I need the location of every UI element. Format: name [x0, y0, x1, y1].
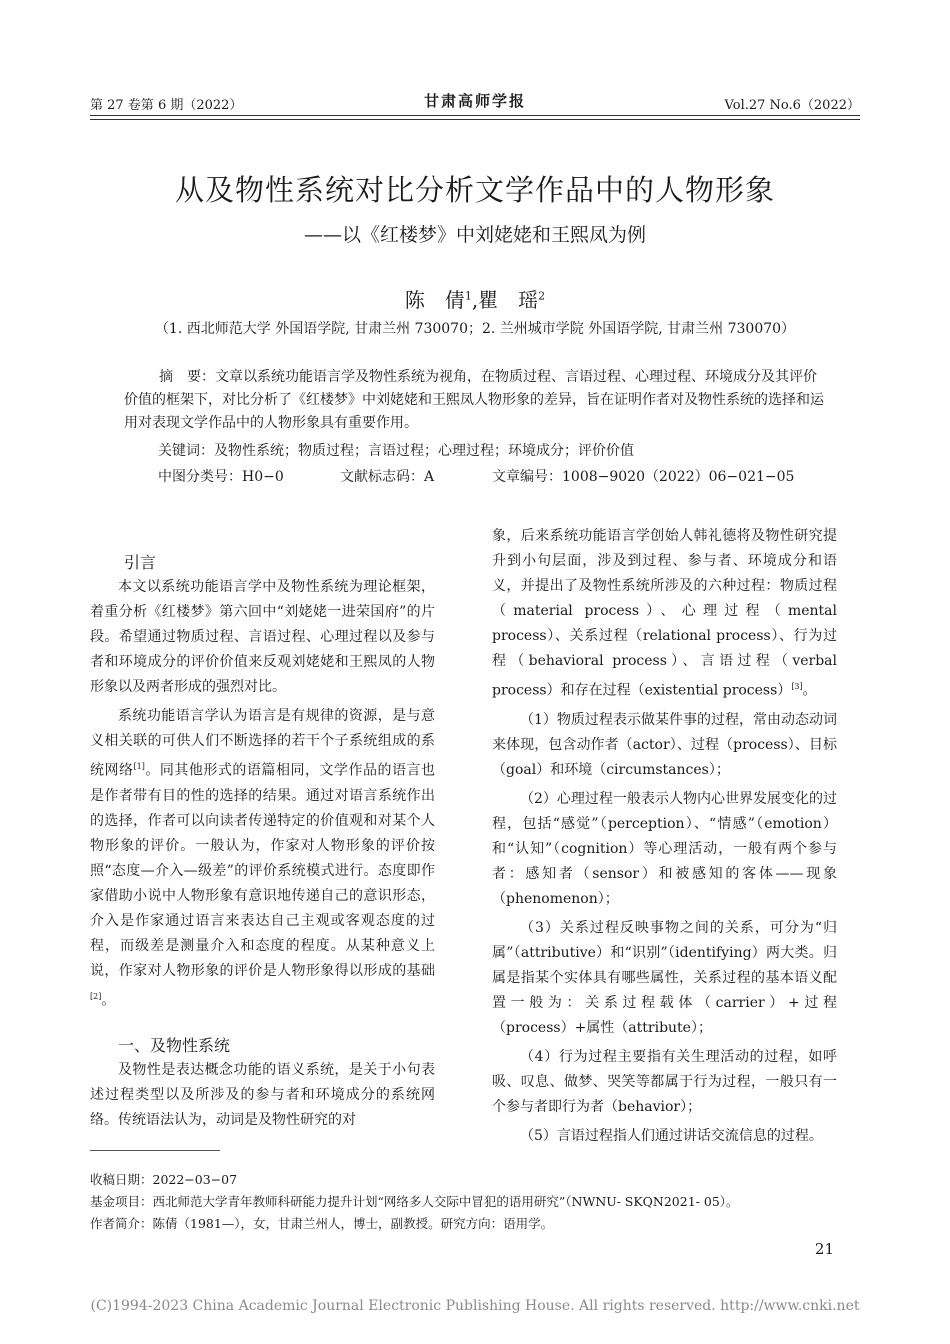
intro-paragraph-2: [90, 704, 435, 1013]
citation-3: [3]: [791, 682, 803, 691]
header-rule-bottom: [90, 119, 860, 120]
process-item-material: （1）物质过程表示做某件事的过程，常由动态动词来体现，包含动作者（actor）、过程（process）、目标（goal）和环境（circumstances）；: [492, 711, 837, 778]
article-number: 文章编号：1008−9020（2022）06−021−05: [492, 469, 795, 485]
header-volume-en: Vol.27 No.6（2022）: [724, 98, 860, 113]
article-title: 从及物性系统对比分析文学作品中的人物形象: [174, 173, 775, 207]
author-2: 瞿 瑶: [478, 288, 539, 312]
intro-heading: 引言: [124, 553, 157, 572]
section-1-heading: 一、及物性系统: [118, 1036, 231, 1056]
article-subtitle: ——以《红楼梦》中刘姥姥和王熙凤为例: [303, 224, 646, 246]
processes-paragraph-part-b: 。: [802, 682, 817, 699]
right-column: [492, 524, 837, 1149]
abstract: [124, 366, 824, 435]
author-1: 陈 倩: [404, 288, 465, 312]
header-journal-name: 甘肃高师学报: [423, 92, 526, 110]
footnote-author-bio: 作者简介：陈倩（1981—），女，甘肃兰州人，博士，副教授。研究方向：语用学。: [90, 1216, 554, 1231]
intro-paragraph-2-part-b: 。同其他形式的语篇相同，文学作品的语言也是作者带有目的性的选择的结果。通过对语言系统作出的选择，作者可以向读者传递特定的价值观和对某个人物形象的评价。一般认为，作家对人物形象的评价按照“态度—介入—级差”的评价系统模式进行。态度即作家借助小说中人物形象有意识地传递自己的意识形态，介入是作家通过语言来表达自己主观或客观态度的过程，而级差是测量介入和态度的程度。从某种意义上说，作家对人物形象的评价是人物形象得以形成的基础: [90, 762, 436, 979]
citation-2: [2]: [90, 991, 102, 1001]
citation-1: [1]: [133, 762, 145, 771]
processes-paragraph-part-a: 象，后来系统功能语言学创始人韩礼德将及物性研究提升到小句层面，涉及到过程、参与者、环境成分和语义，并提出了及物性系统所涉及的六种过程：物质过程（material process）、心理过程（mental process）、关系过程（relational process）、行为过程（behavioral process）、言语过程（verbal process）和存在过程（existential process）: [492, 528, 837, 699]
clc-number: 中图分类号：H0−0: [158, 469, 284, 485]
abstract-text: 文章以系统功能语言学及物性系统为视角，在物质过程、言语过程、心理过程、环境成分及其评价价值的框架下，对比分析了《红楼梦》中刘姥姥和王熙凤人物形象的差异，旨在证明作者对及物性系统的选择和运用对表现文学作品中的人物形象具有重要作用。: [124, 369, 824, 431]
intro-paragraph-2-part-c: 。: [101, 992, 116, 1009]
process-item-mental: （2）心理过程一般表示人物内心世界发展变化的过程，包括“感觉”（perception）、“情感”（emotion）和“认知”（cognition）等心理活动，一般有两个参与者：感知者（sensor）和被感知的客体——现象（phenomenon）；: [492, 790, 837, 907]
processes-paragraph: [492, 524, 837, 704]
process-item-behavioral: （4）行为过程主要指有关生理活动的过程，如呼吸、叹息、做梦、哭笑等都属于行为过程，一般只有一个参与者即行为者（behavior）；: [492, 1048, 837, 1115]
author-1-affil-mark: 1: [464, 289, 472, 303]
header-volume-cn: 第 27 卷第 6 期（2022）: [90, 98, 243, 113]
footnote-fund: 基金项目：西北师范大学青年教师科研能力提升计划“网络多人交际中冒犯的语用研究”（NWNU- SKQN2021- 05）。: [90, 1194, 739, 1209]
keywords: 关键词：及物性系统；物质过程；言语过程；心理过程；环境成分；评价价值: [158, 443, 634, 459]
footnote-received: 收稿日期：2022−03−07: [90, 1172, 238, 1187]
page-number: 21: [814, 1240, 834, 1258]
affiliation: （1. 西北师范大学 外国语学院, 甘肃兰州 730070；2. 兰州城市学院 外国语学院, 甘肃兰州 730070）: [154, 321, 796, 337]
copyright-notice: (C)1994-2023 China Academic Journal Electronic Publishing House. All rights reserved. http://www.cnki.net: [90, 1298, 860, 1314]
footnote-rule: [90, 1150, 220, 1151]
process-item-relational: （3）关系过程反映事物之间的关系，可分为“归属”（attributive）和“识别”（identifying）两大类。归属是指某个实体具有哪些属性，关系过程的基本语义配置一般为：关系过程载体（carrier）+过程（process）+属性（attribute）；: [492, 919, 837, 1036]
header-rule-top: [90, 115, 860, 116]
left-column: [90, 550, 435, 1133]
abstract-label: 摘 要：: [159, 369, 215, 385]
author-separator: ,: [471, 288, 479, 312]
intro-paragraph-2-part-a: 系统功能语言学认为语言是有规律的资源，是与意义相关联的可供人们不断选择的若干个子系统组成的系统网络: [90, 708, 435, 779]
process-item-verbal: （5）言语过程指人们通过讲话交流信息的过程。: [520, 1127, 823, 1144]
document-code: 文献标志码：A: [340, 469, 435, 485]
section-1-paragraph: 及物性是表达概念功能的语义系统，是关于小句表述过程类型以及所涉及的参与者和环境成分的系统网络。传统语法认为，动词是及物性研究的对: [90, 1062, 435, 1129]
intro-paragraph-1: 本文以系统功能语言学中及物性系统为理论框架，着重分析《红楼梦》第六回中“刘姥姥一进荣国府”的片段。希望通过物质过程、言语过程、心理过程以及参与者和环境成分的评价价值来反观刘姥姥和王熙凤的人物形象以及两者形成的强烈对比。: [90, 579, 435, 695]
author-line: [0, 284, 950, 313]
author-2-affil-mark: 2: [538, 289, 546, 303]
